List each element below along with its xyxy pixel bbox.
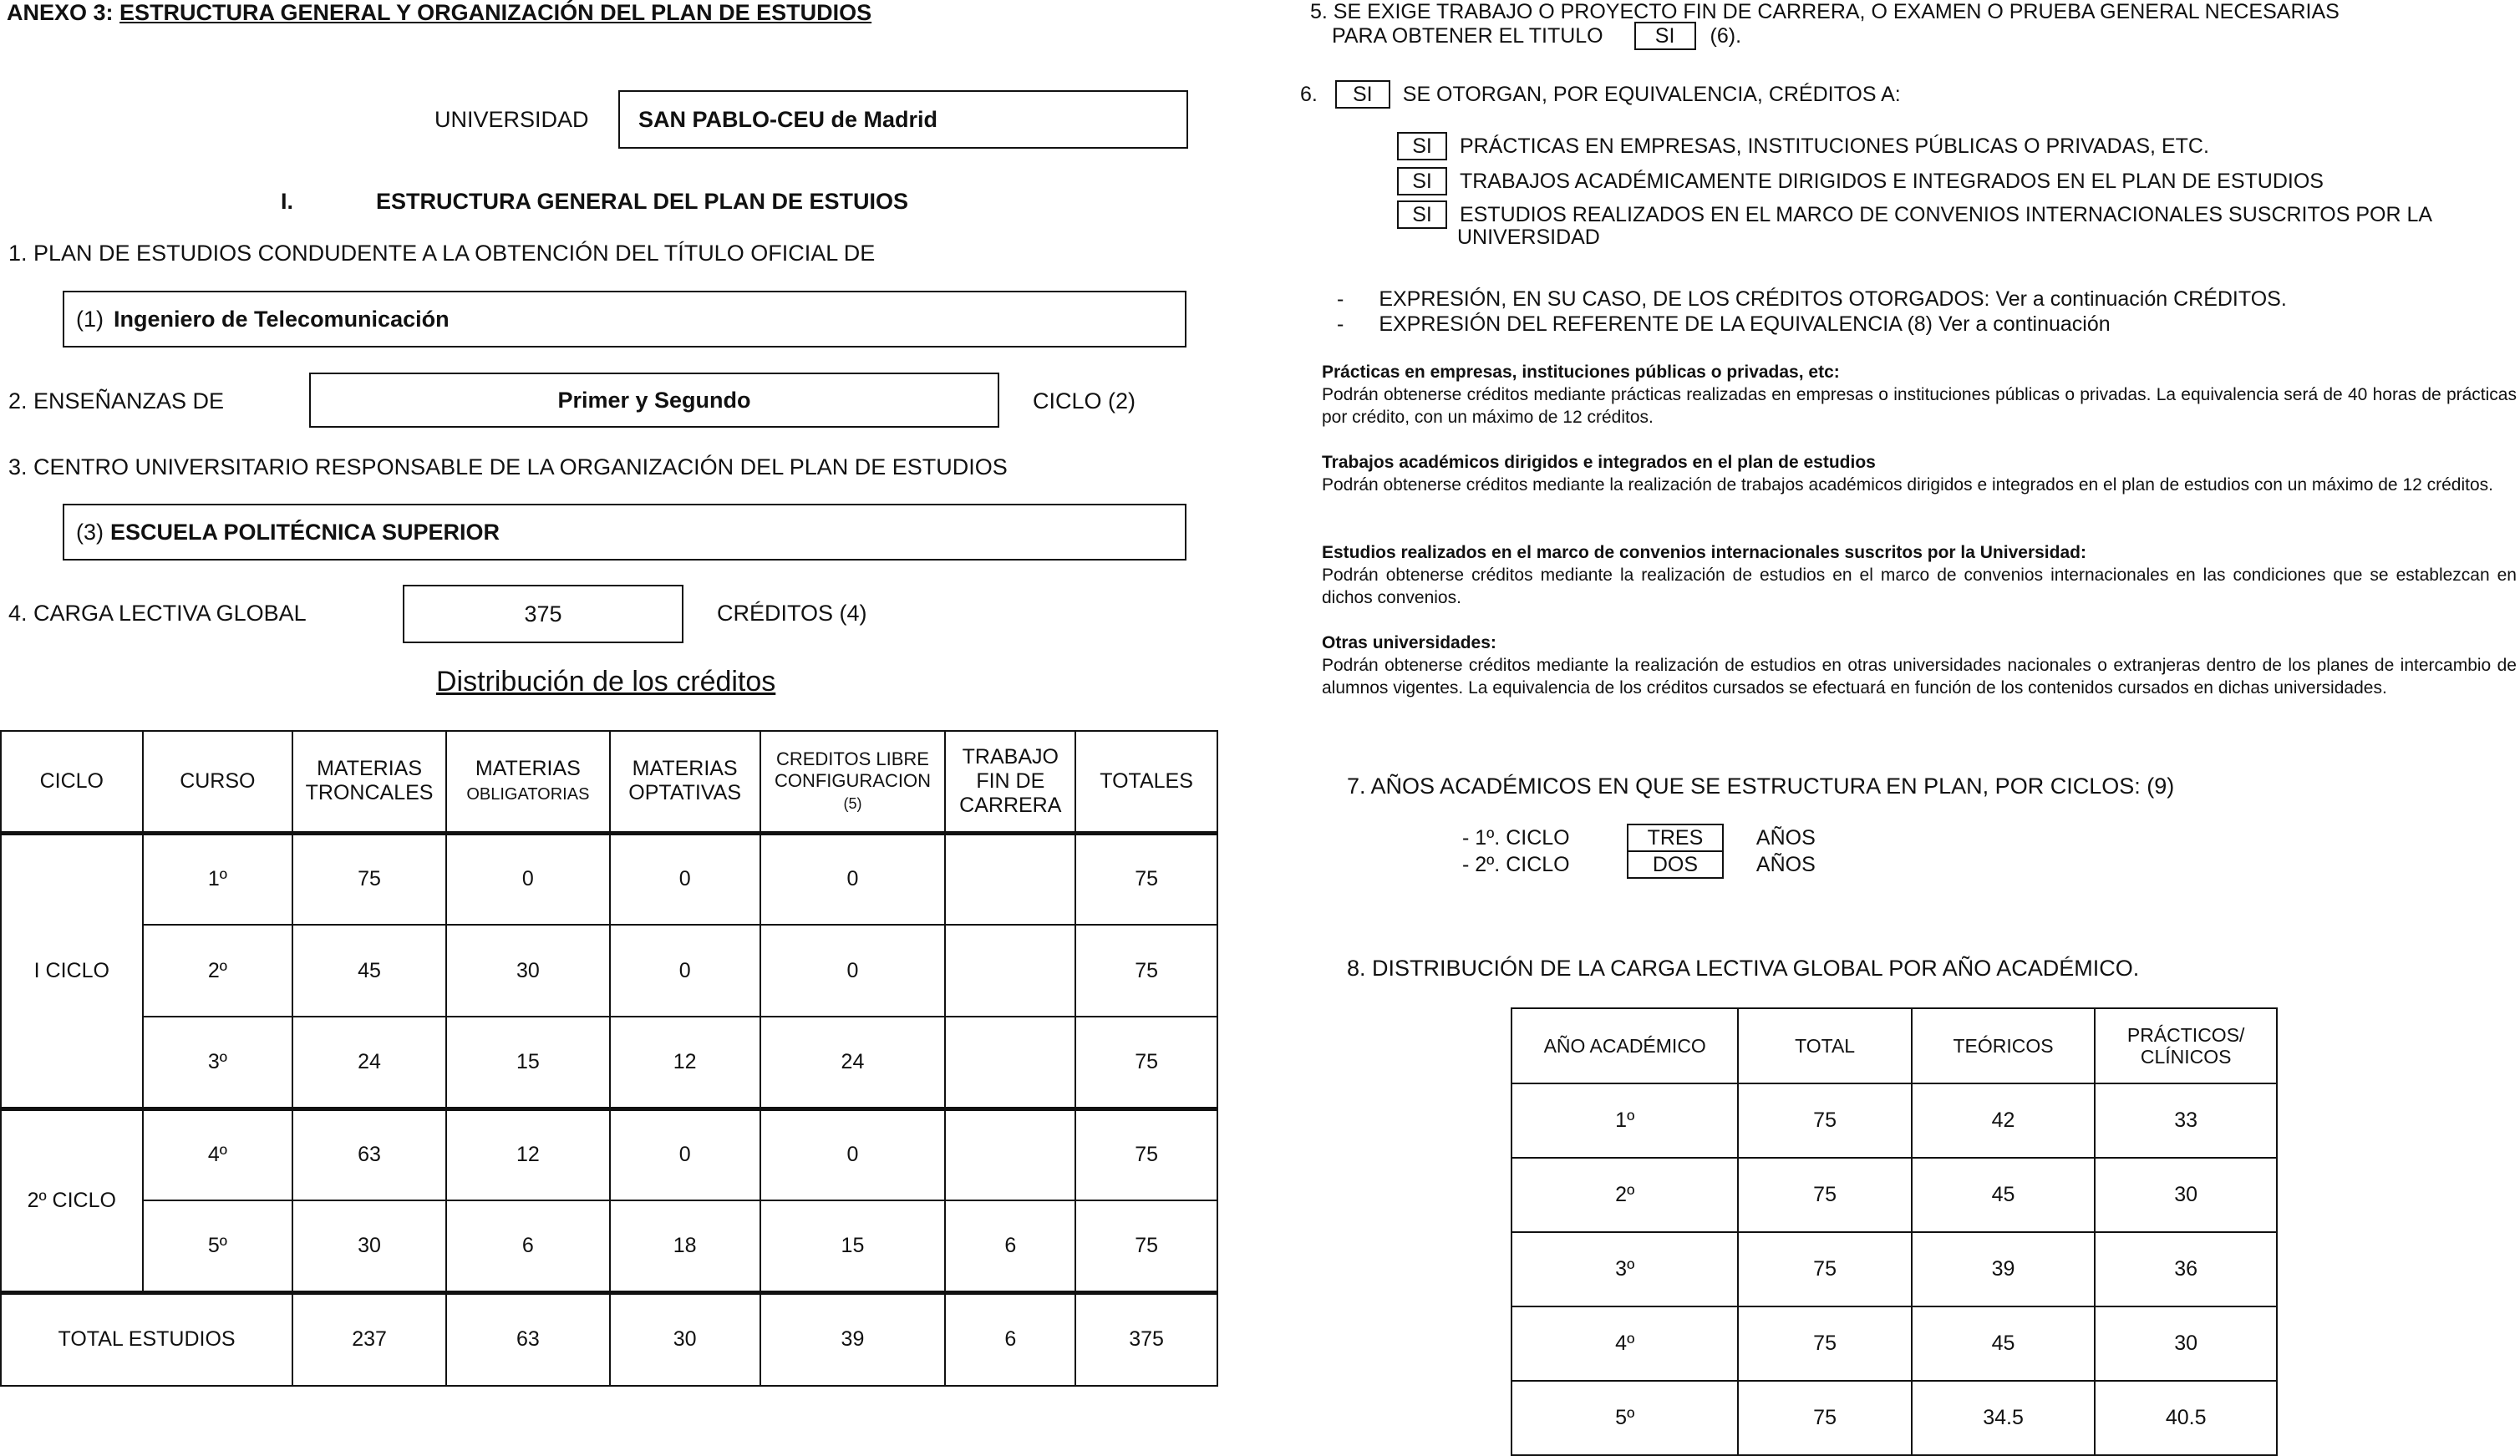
table-row xyxy=(1511,1381,2277,1455)
troncales-cell: 237 xyxy=(292,1292,446,1386)
anos-unit: AÑOS xyxy=(1755,826,1816,850)
titulo-prefix: (1) xyxy=(76,306,104,332)
option-value-box: SI xyxy=(1397,200,1447,229)
equivalencia-heading: Otras universidades: xyxy=(1322,633,1496,652)
trabajo-cell xyxy=(945,833,1075,925)
centro-prefix: (3) xyxy=(76,519,104,545)
creditos-table xyxy=(0,730,1218,1387)
anos-unit: AÑOS xyxy=(1755,853,1816,876)
obligatorias-cell: 0 xyxy=(446,833,610,925)
total-cell: 75 xyxy=(1738,1232,1911,1306)
table-row xyxy=(1511,1158,2277,1232)
option-text-continuation: UNIVERSIDAD xyxy=(1457,226,1600,249)
total-row xyxy=(1,1292,1217,1386)
ciclo-cell: I CICLO xyxy=(1,833,143,1108)
universidad-value: SAN PABLO-CEU de Madrid xyxy=(638,106,938,132)
trabajo-cell xyxy=(945,1017,1075,1108)
anos-value-box: DOS xyxy=(1627,850,1724,879)
col-curso: CURSO xyxy=(143,731,293,833)
optativas-cell: 18 xyxy=(610,1200,760,1292)
libre-cell: 39 xyxy=(760,1292,946,1386)
item1-label: 1. PLAN DE ESTUDIOS CONDUDENTE A LA OBTENCIÓN DEL TÍTULO OFICIAL DE xyxy=(8,241,876,266)
teoricos-cell: 42 xyxy=(1912,1083,2096,1158)
equivalencia-block xyxy=(1322,541,2517,609)
col-ciclo: CICLO xyxy=(1,731,143,833)
practicos-cell: 30 xyxy=(2095,1158,2277,1232)
universidad-field xyxy=(618,90,1188,149)
equivalencia-heading: Trabajos académicos dirigidos e integrados en el plan de estudios xyxy=(1322,453,1876,472)
practicos-cell: 33 xyxy=(2095,1083,2277,1158)
option-value-box: SI xyxy=(1397,132,1447,160)
curso-cell: 4º xyxy=(143,1108,293,1200)
carga-header-row xyxy=(1511,1008,2277,1083)
total-cell: 75 xyxy=(1738,1158,1911,1232)
total-cell: 75 xyxy=(1075,925,1217,1017)
annex-title: ESTRUCTURA GENERAL Y ORGANIZACIÓN DEL PLAN DE ESTUDIOS xyxy=(119,0,872,25)
item2-suffix: CICLO (2) xyxy=(1033,388,1136,413)
libre-cell: 0 xyxy=(760,833,946,925)
total-cell: 75 xyxy=(1075,1108,1217,1200)
col-totales: TOTALES xyxy=(1075,731,1217,833)
carga-field xyxy=(403,585,683,643)
optativas-cell: 0 xyxy=(610,1108,760,1200)
teoricos-cell: 45 xyxy=(1912,1306,2096,1381)
item5-line2 xyxy=(1332,22,1741,50)
item6-value-box: SI xyxy=(1335,80,1390,109)
table-row xyxy=(1,1200,1217,1292)
annex-heading xyxy=(7,0,871,26)
total-cell: 75 xyxy=(1075,833,1217,925)
col-ano: AÑO ACADÉMICO xyxy=(1511,1008,1738,1083)
annex-prefix: ANEXO 3: xyxy=(7,0,114,25)
item4-suffix: CRÉDITOS (4) xyxy=(717,601,867,626)
titulo-field xyxy=(63,291,1186,348)
total-cell: 375 xyxy=(1075,1292,1217,1386)
ciclo-cell: 2º CICLO xyxy=(1,1108,143,1292)
item4-label: 4. CARGA LECTIVA GLOBAL xyxy=(8,601,307,626)
centro-value: ESCUELA POLITÉCNICA SUPERIOR xyxy=(110,519,500,545)
item5-line1: 5. SE EXIGE TRABAJO O PROYECTO FIN DE CARRERA, O EXAMEN O PRUEBA GENERAL NECESARIAS xyxy=(1310,0,2340,23)
option-text: ESTUDIOS REALIZADOS EN EL MARCO DE CONVENIOS INTERNACIONALES SUSCRITOS POR LA xyxy=(1459,203,2433,226)
creditos-header-row xyxy=(1,731,1217,833)
libre-cell: 0 xyxy=(760,925,946,1017)
trabajo-cell xyxy=(945,1108,1075,1200)
equivalencia-body: Podrán obtenerse créditos mediante prácticas realizadas en empresas o instituciones públicas o privadas. La equivalencia será de 40 horas de prácticas por crédito, con un máximo de 12 créditos. xyxy=(1322,385,2517,427)
equivalencia-block xyxy=(1322,451,2517,496)
troncales-cell: 63 xyxy=(292,1108,446,1200)
item6-option xyxy=(1397,167,2324,195)
equivalencia-block xyxy=(1322,361,2517,429)
troncales-cell: 24 xyxy=(292,1017,446,1108)
ano-cell: 3º xyxy=(1511,1232,1738,1306)
item3-label: 3. CENTRO UNIVERSITARIO RESPONSABLE DE LA ORGANIZACIÓN DEL PLAN DE ESTUDIOS xyxy=(8,454,1008,479)
total-cell: 75 xyxy=(1075,1200,1217,1292)
equivalencia-body: Podrán obtenerse créditos mediante la realización de estudios en el marco de convenios internacionales en las condiciones que se establezcan en dichos convenios. xyxy=(1322,566,2517,607)
equivalencia-body: Podrán obtenerse créditos mediante la realización de estudios en otras universidades nacionales o extranjeras dentro de los planes de intercambio de alumnos vigentes. La equivalencia de los créditos cursados se efectuará en función de los contenidos cursados en dichas universidades. xyxy=(1322,656,2517,698)
curso-cell: 1º xyxy=(143,833,293,925)
item8-label: 8. DISTRIBUCIÓN DE LA CARGA LECTIVA GLOBAL POR AÑO ACADÉMICO. xyxy=(1347,956,2140,981)
option-text: PRÁCTICAS EN EMPRESAS, INSTITUCIONES PÚBLICAS O PRIVADAS, ETC. xyxy=(1459,134,2209,158)
libre-cell: 0 xyxy=(760,1108,946,1200)
item6-row xyxy=(1300,80,1901,109)
col-optativas: MATERIAS OPTATIVAS xyxy=(610,731,760,833)
curso-cell: 5º xyxy=(143,1200,293,1292)
ano-cell: 4º xyxy=(1511,1306,1738,1381)
item2-label: 2. ENSEÑANZAS DE xyxy=(8,388,225,413)
col-obligatorias: MATERIAS OBLIGATORIAS xyxy=(446,731,610,833)
col-practicos: PRÁCTICOS/ CLÍNICOS xyxy=(2095,1008,2277,1083)
ano-cell: 5º xyxy=(1511,1381,1738,1455)
ensenanzas-value: Primer y Segundo xyxy=(557,387,751,413)
table-row xyxy=(1,833,1217,925)
practicos-cell: 36 xyxy=(2095,1232,2277,1306)
item5-value-box: SI xyxy=(1634,22,1696,50)
item5-label: PARA OBTENER EL TITULO xyxy=(1332,24,1603,48)
table-row xyxy=(1511,1083,2277,1158)
anos-value-box: TRES xyxy=(1627,824,1724,852)
col-total: TOTAL xyxy=(1738,1008,1911,1083)
col-trabajo: TRABAJO FIN DE CARRERA xyxy=(945,731,1075,833)
ensenanzas-field xyxy=(309,373,999,428)
teoricos-cell: 45 xyxy=(1912,1158,2096,1232)
obligatorias-cell: 12 xyxy=(446,1108,610,1200)
distribucion-title: Distribución de los créditos xyxy=(436,666,776,698)
equivalencia-heading: Prácticas en empresas, instituciones públicas o privadas, etc: xyxy=(1322,363,1840,382)
universidad-label: UNIVERSIDAD xyxy=(434,107,589,132)
total-cell: 75 xyxy=(1075,1017,1217,1108)
table-row xyxy=(1,925,1217,1017)
col-teoricos: TEÓRICOS xyxy=(1912,1008,2096,1083)
trabajo-cell: 6 xyxy=(945,1292,1075,1386)
equivalencia-block xyxy=(1322,632,2517,699)
item5-note: (6). xyxy=(1710,24,1742,48)
section-number: I. xyxy=(281,189,294,214)
item6-number: 6. xyxy=(1300,83,1318,106)
titulo-value: Ingeniero de Telecomunicación xyxy=(114,306,450,332)
ano-cell: 1º xyxy=(1511,1083,1738,1158)
section-title: ESTRUCTURA GENERAL DEL PLAN DE ESTUIOS xyxy=(376,189,909,214)
obligatorias-cell: 6 xyxy=(446,1200,610,1292)
optativas-cell: 0 xyxy=(610,833,760,925)
total-cell: 75 xyxy=(1738,1381,1911,1455)
teoricos-cell: 39 xyxy=(1912,1232,2096,1306)
ciclo-label: - 1º. CICLO xyxy=(1462,826,1570,850)
trabajo-cell xyxy=(945,925,1075,1017)
table-row xyxy=(1511,1232,2277,1306)
curso-cell: 3º xyxy=(143,1017,293,1108)
total-label-cell: TOTAL ESTUDIOS xyxy=(1,1292,292,1386)
bullet-item: - EXPRESIÓN DEL REFERENTE DE LA EQUIVALENCIA (8) Ver a continuación xyxy=(1337,312,2111,336)
equivalencia-body: Podrán obtenerse créditos mediante la realización de trabajos académicos dirigidos e integrados en el plan de estudios con un máximo de 12 créditos. xyxy=(1322,475,2493,495)
centro-field xyxy=(63,504,1186,561)
ano-cell: 2º xyxy=(1511,1158,1738,1232)
item6-label: SE OTORGAN, POR EQUIVALENCIA, CRÉDITOS A: xyxy=(1402,83,1901,106)
practicos-cell: 40.5 xyxy=(2095,1381,2277,1455)
bullet-item: - EXPRESIÓN, EN SU CASO, DE LOS CRÉDITOS OTORGADOS: Ver a continuación CRÉDITOS. xyxy=(1337,287,2287,311)
libre-cell: 24 xyxy=(760,1017,946,1108)
item6-option xyxy=(1397,132,2209,160)
table-row xyxy=(1,1108,1217,1200)
optativas-cell: 12 xyxy=(610,1017,760,1108)
carga-value: 375 xyxy=(524,601,562,627)
table-row xyxy=(1,1017,1217,1108)
option-value-box: SI xyxy=(1397,167,1447,195)
item7-label: 7. AÑOS ACADÉMICOS EN QUE SE ESTRUCTURA EN PLAN, POR CICLOS: (9) xyxy=(1347,774,2175,799)
obligatorias-cell: 30 xyxy=(446,925,610,1017)
total-cell: 75 xyxy=(1738,1306,1911,1381)
total-cell: 75 xyxy=(1738,1083,1911,1158)
item6-option xyxy=(1397,200,2432,229)
troncales-cell: 75 xyxy=(292,833,446,925)
ciclo-anos-row xyxy=(1462,824,1816,852)
col-troncales: MATERIAS TRONCALES xyxy=(292,731,446,833)
trabajo-cell: 6 xyxy=(945,1200,1075,1292)
obligatorias-cell: 15 xyxy=(446,1017,610,1108)
optativas-cell: 30 xyxy=(610,1292,760,1386)
troncales-cell: 30 xyxy=(292,1200,446,1292)
col-libre: CREDITOS LIBRE CONFIGURACION (5) xyxy=(760,731,946,833)
carga-anual-table xyxy=(1511,1007,2278,1456)
teoricos-cell: 34.5 xyxy=(1912,1381,2096,1455)
option-text: TRABAJOS ACADÉMICAMENTE DIRIGIDOS E INTEGRADOS EN EL PLAN DE ESTUDIOS xyxy=(1459,170,2324,193)
bullet-text: EXPRESIÓN DEL REFERENTE DE LA EQUIVALENCIA (8) Ver a continuación xyxy=(1379,312,2111,336)
ciclo-anos-row xyxy=(1462,850,1816,879)
bullet-text: EXPRESIÓN, EN SU CASO, DE LOS CRÉDITOS OTORGADOS: Ver a continuación CRÉDITOS. xyxy=(1379,287,2287,311)
troncales-cell: 45 xyxy=(292,925,446,1017)
obligatorias-cell: 63 xyxy=(446,1292,610,1386)
curso-cell: 2º xyxy=(143,925,293,1017)
ciclo-label: - 2º. CICLO xyxy=(1462,853,1570,876)
practicos-cell: 30 xyxy=(2095,1306,2277,1381)
equivalencia-heading: Estudios realizados en el marco de convenios internacionales suscritos por la Universidad: xyxy=(1322,543,2086,562)
table-row xyxy=(1511,1306,2277,1381)
optativas-cell: 0 xyxy=(610,925,760,1017)
libre-cell: 15 xyxy=(760,1200,946,1292)
